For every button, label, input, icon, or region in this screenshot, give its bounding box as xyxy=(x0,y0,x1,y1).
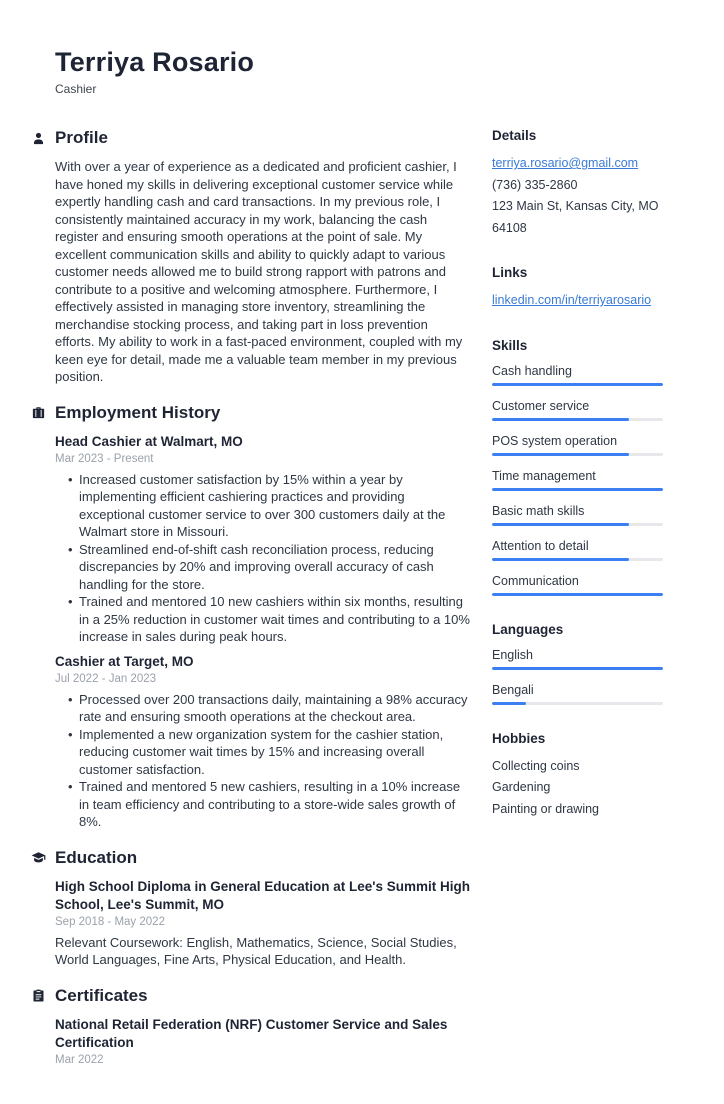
skill-label: POS system operation xyxy=(492,433,618,448)
job-dates: Mar 2023 - Present xyxy=(55,452,154,465)
skill-bar-track xyxy=(492,558,663,561)
email-link[interactable]: terriya.rosario@gmail.com xyxy=(492,156,639,170)
skill-label: Time management xyxy=(492,468,596,483)
employment-section xyxy=(55,402,470,831)
skill-bar-track xyxy=(492,453,663,456)
job-bullet: • Trained and mentored 10 new cashiers within six months, resulting in a 25% reduction in customer wait times and contributing to a 10% increase in sales during peak hours. xyxy=(68,593,470,646)
graduation-cap-icon xyxy=(31,850,46,865)
job-entry xyxy=(55,653,470,831)
person-icon xyxy=(31,131,46,146)
hobby-item: Painting or drawing xyxy=(492,801,600,816)
education-heading xyxy=(31,847,470,869)
job-bullet: • Implemented a new organization system for the cashier station, reducing customer wait times by 15% and increasing overall customer satisfaction. xyxy=(68,726,470,779)
address: 123 Main St, Kansas City, MO 64108 xyxy=(492,199,659,235)
skill-bar-fill xyxy=(492,593,663,596)
language-bar-track xyxy=(492,702,663,705)
certificates-section xyxy=(55,985,470,1068)
skill-label: Attention to detail xyxy=(492,538,589,553)
language-item xyxy=(492,647,663,670)
profile-text: With over a year of experience as a dedicated and proficient cashier, I have honed my skills in delivering exceptional customer service while expertly handling cash and card transactions. In my previous role, I consistently maintained accuracy in my work, balancing the cash register and ensuring smooth operations at the point of sale. My excellent communication skills and ability to quickly adapt to various customer needs allowed me to build strong rapport with patrons and contribute to a positive and welcoming atmosphere. Furthermore, I effectively assisted in managing store inventory, streamlining the merchandise stocking process, and taking part in loss prevention efforts. My ability to work in a fast-paced environment, coupled with my keen eye for detail, made me a valuable team member in my previous position. xyxy=(55,159,463,384)
clipboard-icon xyxy=(31,988,46,1003)
certificate-title: National Retail Federation (NRF) Customer Service and Sales Certification xyxy=(55,1016,448,1050)
skill-bar-fill xyxy=(492,418,629,421)
language-label: Bengali xyxy=(492,682,534,697)
education-section xyxy=(55,847,470,969)
hobby-item: Collecting coins xyxy=(492,758,580,773)
briefcase-icon xyxy=(31,405,46,420)
details-section xyxy=(492,127,663,239)
employment-heading xyxy=(31,402,470,424)
job-bullet: • Increased customer satisfaction by 15% within a year by implementing efficient cashiering practices and providing exceptional customer service to over 300 customers daily at the Walmart store in Missouri. xyxy=(68,471,470,541)
education-dates: Sep 2018 - May 2022 xyxy=(55,915,165,928)
skill-item xyxy=(492,538,663,561)
skill-bar-fill xyxy=(492,523,629,526)
job-bullet: • Processed over 200 transactions daily, maintaining a 98% accuracy rate and ensuring smooth operations at the checkout area. xyxy=(68,691,470,726)
skill-item xyxy=(492,468,663,491)
links-section xyxy=(492,264,663,312)
skill-bar-fill xyxy=(492,383,663,386)
language-label: English xyxy=(492,647,533,662)
skills-heading: Skills xyxy=(492,337,528,353)
education-heading-label: Education xyxy=(55,847,138,867)
linkedin-link[interactable]: linkedin.com/in/terriyarosario xyxy=(492,293,652,307)
skill-bar-track xyxy=(492,593,663,596)
phone-number: (736) 335-2860 xyxy=(492,177,578,192)
job-bullet: • Streamlined end-of-shift cash reconciliation process, reducing discrepancies by 20% and improving overall accuracy of cash handling for the store. xyxy=(68,541,470,594)
certificates-heading xyxy=(31,985,470,1007)
skill-bar-track xyxy=(492,523,663,526)
skill-label: Basic math skills xyxy=(492,503,585,518)
language-bar-fill xyxy=(492,702,526,705)
skill-item xyxy=(492,433,663,456)
job-bullets xyxy=(68,471,470,646)
hobby-item: Gardening xyxy=(492,780,551,794)
candidate-name: Terriya Rosario xyxy=(55,47,255,77)
profile-heading xyxy=(31,127,470,149)
skill-bar-fill xyxy=(492,558,629,561)
languages-section xyxy=(492,621,663,705)
language-bar-track xyxy=(492,667,663,670)
skill-bar-fill xyxy=(492,488,663,491)
job-title: Cashier at Target, MO xyxy=(55,653,194,669)
certificates-heading-label: Certificates xyxy=(55,985,148,1005)
skill-bar-track xyxy=(492,488,663,491)
skill-bar-track xyxy=(492,418,663,421)
skill-bar-fill xyxy=(492,453,629,456)
language-bar-fill xyxy=(492,667,663,670)
profile-heading-label: Profile xyxy=(55,128,108,147)
skill-bar-track xyxy=(492,383,663,386)
main-column xyxy=(55,127,470,1084)
employment-heading-label: Employment History xyxy=(55,402,221,422)
education-coursework: Relevant Coursework: English, Mathematics, Science, Social Studies, World Languages, Fine Arts, Physical Education, and Health. xyxy=(55,934,457,967)
job-dates: Jul 2022 - Jan 2023 xyxy=(55,672,157,685)
skill-item xyxy=(492,398,663,421)
skill-item xyxy=(492,363,663,386)
profile-section xyxy=(55,127,470,386)
job-bullets xyxy=(68,691,470,831)
job-bullet: • Trained and mentored 5 new cashiers, resulting in a 10% increase in team efficiency and contributing to a store-wide sales growth of 8%. xyxy=(68,778,470,831)
resume-header xyxy=(55,46,663,97)
candidate-job-title: Cashier xyxy=(55,82,97,96)
language-item xyxy=(492,682,663,705)
job-entry xyxy=(55,433,470,646)
job-title: Head Cashier at Walmart, MO xyxy=(55,433,243,449)
education-degree: High School Diploma in General Education at Lee's Summit High School, Lee's Summit, MO xyxy=(55,878,471,912)
hobbies-heading: Hobbies xyxy=(492,730,546,746)
skill-item xyxy=(492,503,663,526)
languages-heading: Languages xyxy=(492,621,564,637)
skills-section xyxy=(492,337,663,596)
skill-item xyxy=(492,573,663,596)
sidebar xyxy=(492,127,663,1084)
certificate-dates: Mar 2022 xyxy=(55,1053,104,1066)
skill-label: Communication xyxy=(492,573,579,588)
skill-label: Customer service xyxy=(492,398,590,413)
links-heading: Links xyxy=(492,265,528,280)
skill-label: Cash handling xyxy=(492,363,572,378)
hobbies-section xyxy=(492,730,663,821)
details-heading: Details xyxy=(492,128,537,143)
